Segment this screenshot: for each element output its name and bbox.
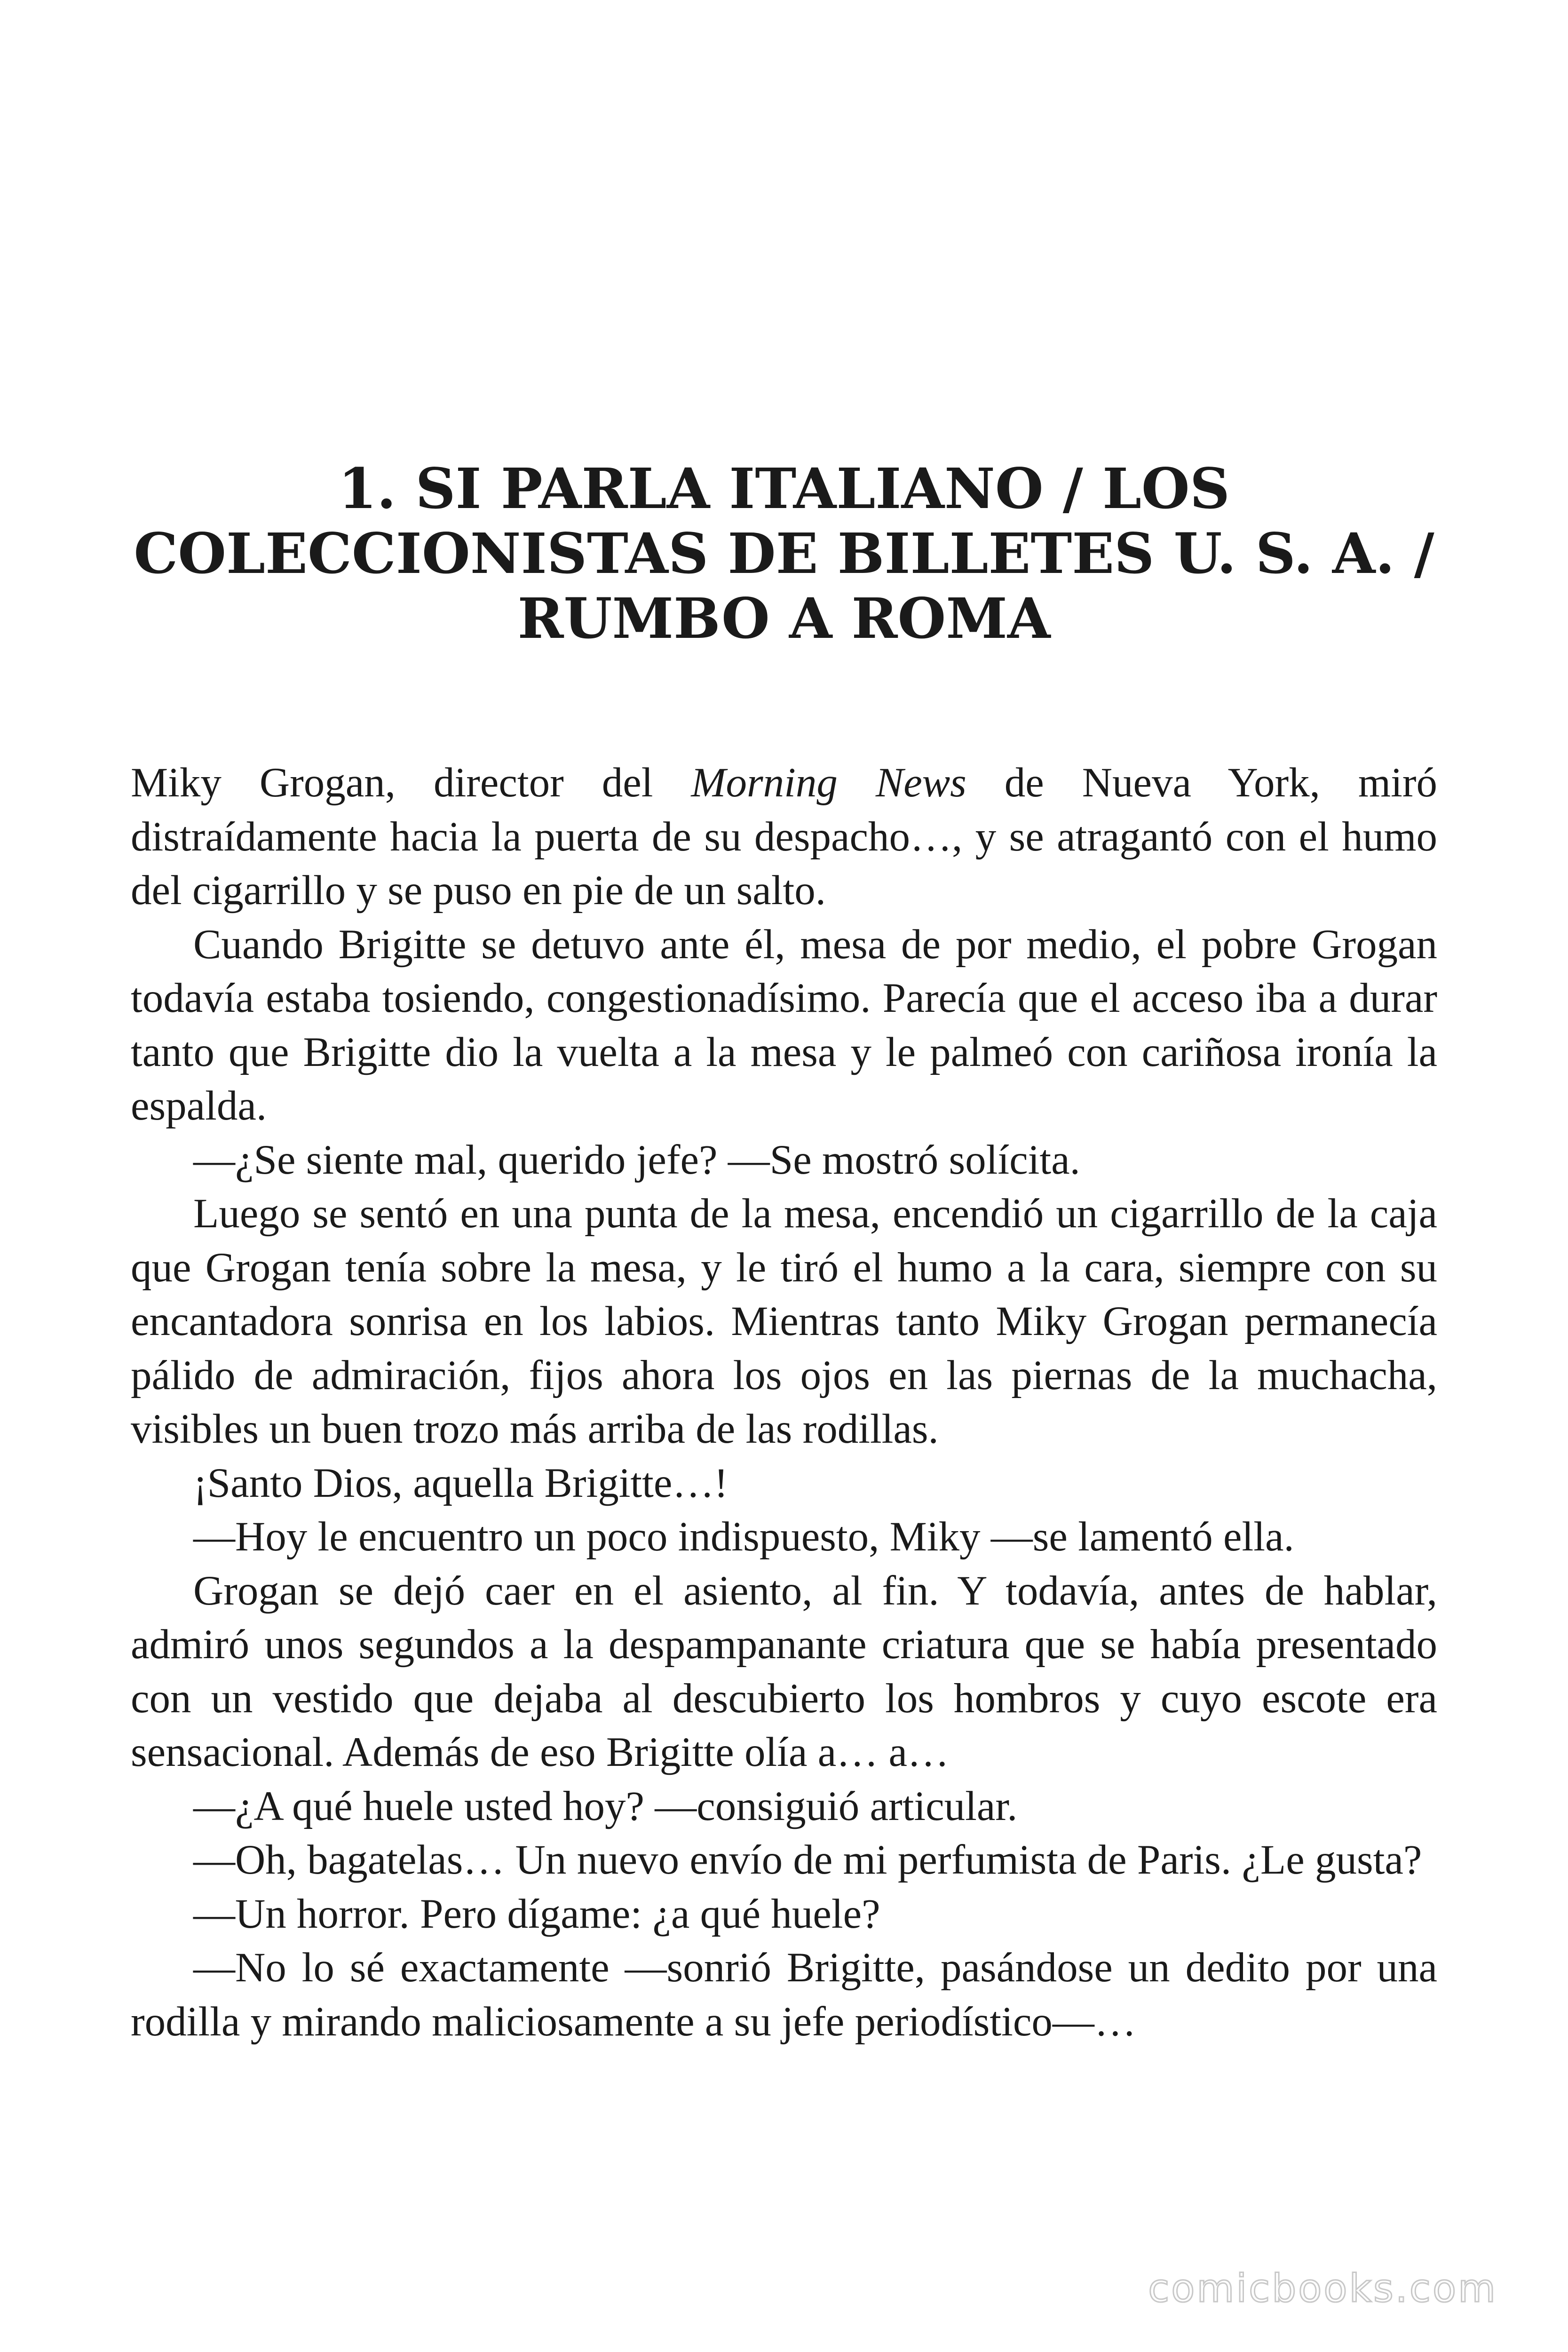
watermark: comicbooks.com [1148, 2266, 1497, 2311]
paragraph-3: —¿Se siente mal, querido jefe? —Se mostró solícita. [193, 1136, 1080, 1183]
chapter-title-line-1: 1. SI PARLA ITALIANO / LOS [338, 456, 1230, 521]
paragraph-10: —Un horror. Pero dígame: ¿a qué huele? [193, 1891, 880, 1937]
paragraph-1 [131, 756, 1437, 918]
chapter-title-line-3: RUMBO A ROMA [517, 586, 1051, 651]
paragraph-4: Luego se sentó en una punta de la mesa, encendió un cigarrillo de la caja que Grogan tenía sobre la mesa, y le tiró el humo a la cara, siempre con su encantadora sonrisa en los labios. Mientras tanto Miky Grogan permanecía pálido de admiración, fijos ahora los ojos en las piernas de la muchacha, visibles un buen trozo más arriba de las rodillas. [131, 1191, 1437, 1452]
paragraph-1-text-b: de Nueva York, miró distraídamente hacia la puerta de su despacho…, y se atragantó con el humo del cigarrillo y se puso en pie de un salto. [131, 760, 1437, 914]
paragraph-7: Grogan se dejó caer en el asiento, al fin. Y todavía, antes de hablar, admiró unos segundos a la despampanante criatura que se había presentado con un vestido que dejaba al descubierto los hombros y cuyo escote era sensacional. Además de eso Brigitte olía a… a… [131, 1567, 1437, 1775]
newspaper-name: Morning News [691, 760, 966, 806]
paragraph-11: —No lo sé exactamente —sonrió Brigitte, pasándose un dedito por una rodilla y mirando maliciosamente a su jefe periodístico—… [131, 1945, 1437, 2045]
paragraph-2: Cuando Brigitte se detuvo ante él, mesa de por medio, el pobre Grogan todavía estaba tosiendo, congestionadísimo. Parecía que el acceso iba a durar tanto que Brigitte dio la vuelta a la mesa y le palmeó con cariñosa ironía la espalda. [131, 921, 1437, 1129]
paragraph-9: —Oh, bagatelas… Un nuevo envío de mi perfumista de Paris. ¿Le gusta? [193, 1837, 1422, 1883]
paragraph-8: —¿A qué huele usted hoy? —consiguió articular. [193, 1783, 1018, 1829]
chapter-title [131, 456, 1437, 651]
paragraph-1-text-a: Miky Grogan, director del [131, 760, 691, 806]
paragraph-5: ¡Santo Dios, aquella Brigitte…! [193, 1460, 729, 1506]
chapter-body [131, 756, 1437, 2049]
paragraph-6: —Hoy le encuentro un poco indispuesto, Miky —se lamentó ella. [193, 1514, 1294, 1560]
chapter-title-line-2: COLECCIONISTAS DE BILLETES U. S. A. / [134, 521, 1434, 586]
